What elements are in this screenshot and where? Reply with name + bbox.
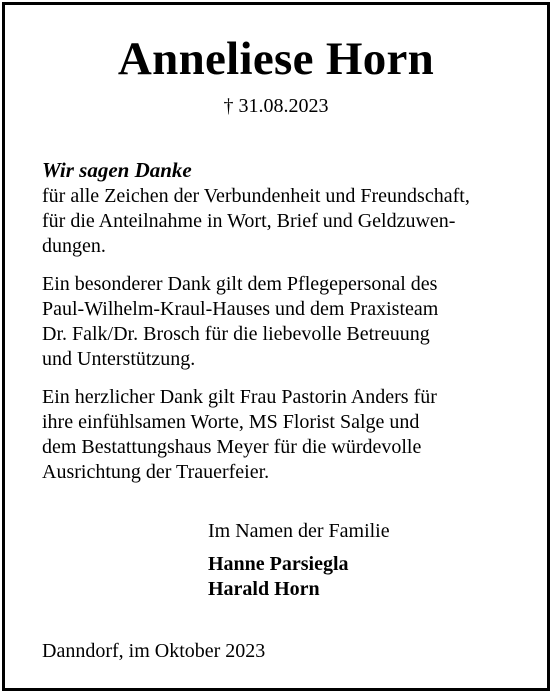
thanks-paragraph-3: Ein herzlicher Dank gilt Frau Pastorin Anders für ihre einfühlsamen Worte, MS Florist Salge und dem Bestattungshaus Meyer für die würdevolle Ausrichtung der Trauerfeier. (42, 386, 437, 483)
signature-name-1: Hanne Parsiegla (208, 553, 349, 575)
signature-name-2: Harald Horn (208, 578, 320, 600)
family-signature (208, 519, 390, 602)
place-and-date: Danndorf, im Oktober 2023 (42, 640, 266, 662)
deceased-name: Anneliese Horn (117, 33, 435, 85)
thanks-heading: Wir sagen Danke (42, 158, 192, 182)
death-date: † 31.08.2023 (223, 95, 329, 117)
obituary-notice (2, 2, 550, 691)
thanks-paragraph-1: für alle Zeichen der Verbundenheit und Freundschaft, für die Anteilnahme in Wort, Brief und Geldzuwen- dungen. (42, 185, 470, 257)
signature-intro: Im Namen der Familie (208, 520, 390, 542)
thanks-paragraph-2: Ein besonderer Dank gilt dem Pflegepersonal des Paul-Wilhelm-Kraul-Hauses und dem Praxisteam Dr. Falk/Dr. Brosch für die liebevolle Betreuung und Unterstützung. (42, 273, 439, 370)
thanks-text (42, 157, 512, 498)
